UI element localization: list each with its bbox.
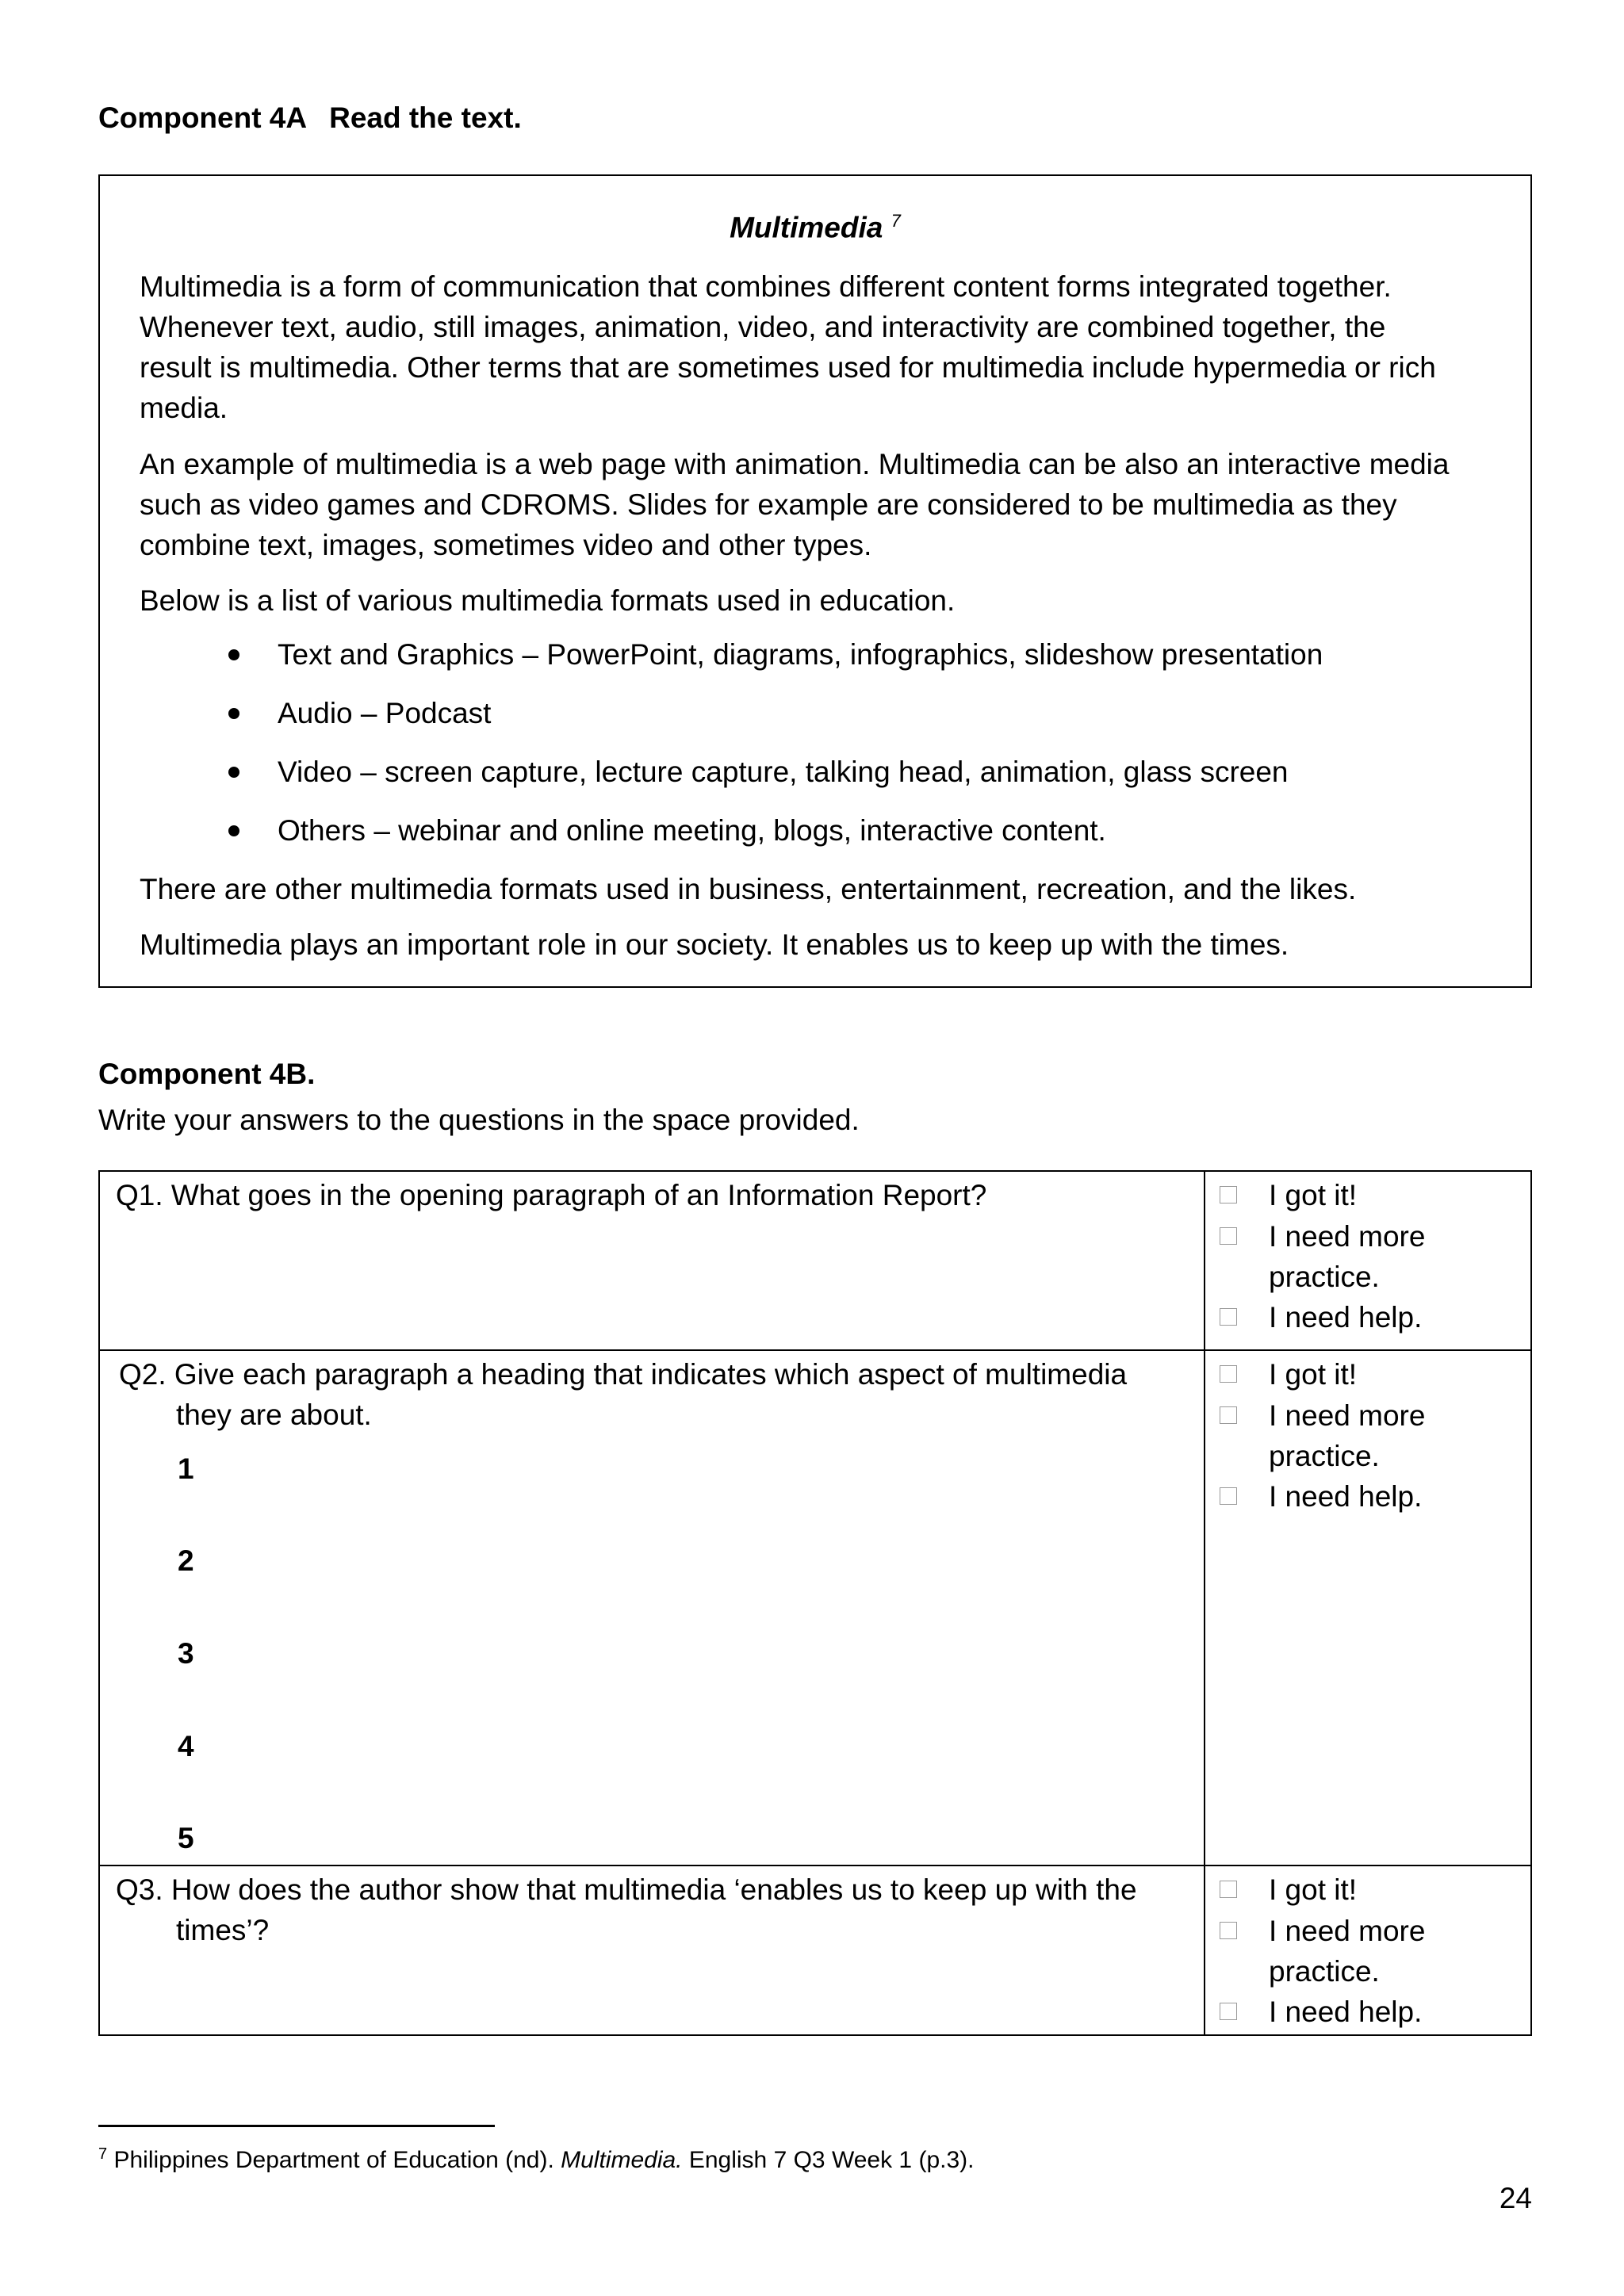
question-3-text: Q3. How does the author show that multimedia ‘enables us to keep up with the times’? (116, 1873, 1137, 1946)
checkbox[interactable] (1220, 1922, 1237, 1939)
bullet-icon (228, 825, 239, 836)
self-check-1: I got it! I need more practice. I need help. (1205, 1171, 1531, 1350)
footnote-divider (98, 2125, 495, 2127)
self-check-2: I got it! I need more practice. I need help. (1205, 1350, 1531, 1866)
paragraph-2: An example of multimedia is a web page with animation. Multimedia can be also an interactive media such as video games and CDROMS. Slides for example are considered to be multimedia as they combine text, images, sometimes video and other types. (140, 448, 1450, 561)
paragraph-4: There are other multimedia formats used in business, entertainment, recreation, and the likes. (140, 873, 1357, 905)
list-item: Audio – Podcast (140, 693, 1511, 752)
list-item: Others – webinar and online meeting, blogs, interactive content. (140, 810, 1511, 869)
component-4b-heading: Component 4B. (98, 1058, 316, 1090)
checkbox[interactable] (1220, 2003, 1237, 2020)
question-2-text: Q2. Give each paragraph a heading that indicates which aspect of multimedia they are about. (119, 1358, 1128, 1431)
question-3-cell[interactable] (99, 1866, 1205, 2035)
page-number: 24 (1499, 2182, 1532, 2214)
answer-number-2: 2 (178, 1544, 194, 1577)
checkbox[interactable] (1220, 1365, 1237, 1383)
paragraph-3: Below is a list of various multimedia formats used in education. (140, 584, 956, 617)
self-check-3: I got it! I need more practice. I need help. (1205, 1866, 1531, 2035)
list-item: Text and Graphics – PowerPoint, diagrams, infographics, slideshow presentation (140, 634, 1511, 693)
table-row (99, 1171, 1531, 1350)
checkbox[interactable] (1220, 1487, 1237, 1505)
bullet-icon (228, 767, 239, 778)
footnote-reference: 7 (891, 211, 901, 231)
paragraph-5: Multimedia plays an important role in our society. It enables us to keep up with the times. (140, 928, 1289, 961)
question-2-cell[interactable] (99, 1350, 1205, 1866)
checkbox[interactable] (1220, 1186, 1237, 1203)
reading-title: Multimedia $^7$ (730, 211, 901, 244)
answer-number-5: 5 (178, 1822, 194, 1854)
component-4a-heading: Component 4A Read the text. (98, 101, 522, 134)
multimedia-format-list (140, 634, 1511, 869)
checkbox[interactable] (1220, 1227, 1237, 1245)
table-row (99, 1350, 1531, 1866)
paragraph-1: Multimedia is a form of communication that combines different content forms integrated together. Whenever text, audio, still images, animation, video, and interactivity are combined together, the result is multimedia. Other terms that are sometimes used for multimedia include hypermedia or rich media. (140, 270, 1436, 424)
reading-text-box (98, 174, 1532, 988)
table-row (99, 1866, 1531, 2035)
footnote: $^7$ Philippines Department of Education (nd). Multimedia. English 7 Q3 Week 1 (p.3). (98, 2145, 975, 2173)
list-item: Video – screen capture, lecture capture, talking head, animation, glass screen (140, 752, 1511, 810)
answer-number-1: 1 (178, 1452, 194, 1485)
checkbox[interactable] (1220, 1406, 1237, 1424)
checkbox[interactable] (1220, 1881, 1237, 1898)
question-1-text: Q1. What goes in the opening paragraph of an Information Report? (116, 1179, 987, 1211)
checkbox[interactable] (1220, 1308, 1237, 1326)
answer-number-4: 4 (178, 1730, 194, 1762)
bullet-icon (228, 649, 239, 660)
component-4b-instruction: Write your answers to the questions in the space provided. (98, 1104, 860, 1136)
answer-number-3: 3 (178, 1637, 194, 1670)
question-1-cell[interactable] (99, 1171, 1205, 1350)
questions-table (98, 1170, 1532, 2036)
bullet-icon (228, 708, 239, 719)
